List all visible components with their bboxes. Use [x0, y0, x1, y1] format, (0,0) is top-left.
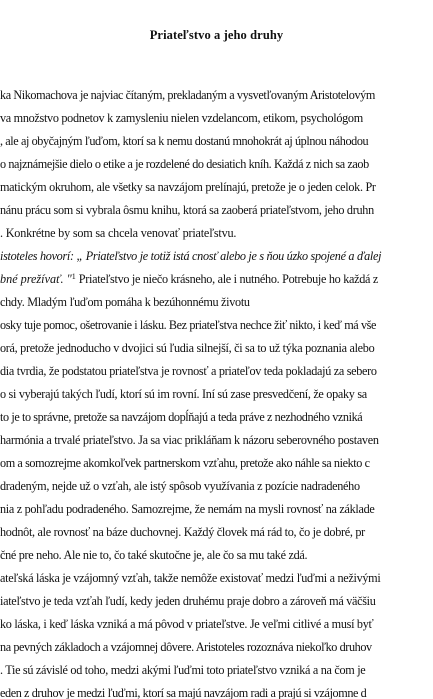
text-line: to je to správne, pretože sa navzájom dopĺňajú a teda práve z nezhodného vzniká — [0, 410, 363, 424]
text-line: na pevných základoch a vzájomnej dôvere. Aristoteles rozoznáva niekoľko druhov — [0, 640, 372, 654]
text-line: eden z druhov je medzi ľuďmi, ktorí sa majú navzájom radi a prajú si vzájomne d — [0, 686, 367, 699]
text-segment: chdy. Mladým ľuďom pomáha k bezúhonnému životu — [0, 295, 250, 309]
text-line: o si vyberajú takých ľudí, ktorí sú im rovní. Iní sú zase presvedčení, že opaky sa — [0, 387, 367, 401]
footnote-marker: 1 — [71, 272, 76, 281]
text-line: matickým okruhom, ale všetky sa navzájom prelínajú, pretože je o jeden celok. Pr — [0, 180, 376, 194]
text-line: nia z pohľadu podradeného. Samozrejme, že nemám na mysli rovnosť na základe — [0, 502, 375, 516]
text-line: . Tie sú závislé od toho, medzi akými ľuďmi toto priateľstvo vzniká a na čom je — [0, 663, 366, 677]
text-segment: Priateľstvo je niečo krásneho, ale i nutného. Potrebuje ho každá z — [78, 272, 378, 286]
text-line: , ale aj obyčajným ľuďom, ktorí sa k nemu dostanú mnohokrát aj úplnou náhodou — [0, 134, 369, 148]
text-line: va množstvo podnetov k zamysleniu nielen vzdelancom, etikom, psychológom — [0, 111, 363, 125]
text-line: om a somozrejme akomkoľvek partnerskom vzťahu, pretože ako náhle sa niekto c — [0, 456, 370, 470]
text-line: ka Nikomachova je najviac čítaným, prekladaným a vysvetľovaným Aristotelovým — [0, 88, 375, 102]
text-line: hodnôt, ale rovnosť na báze duchovnej. Každý človek má rád to, čo je dobré, pr — [0, 525, 365, 539]
text-line: orá, pretože jednoducho v dvojici sú ľudia silnejší, či sa to už týka poznania alebo — [0, 341, 375, 355]
text-line: . Konkrétne by som sa chcela venovať priateľstvu. — [0, 226, 237, 240]
text-line — [0, 272, 378, 286]
text-line: o najznámejšie dielo o etike a je rozdelené do desiatich kníh. Každá z nich sa zaob — [0, 157, 369, 171]
text-line: ateľská láska je vzájomný vzťah, takže nemôže existovať medzi ľuďmi a neživými — [0, 571, 381, 585]
document-title: Priateľstvo a jeho druhy — [149, 28, 284, 42]
text-line: harmónia a trvalé priateľstvo. Ja sa viac prikláňam k názoru seberovného postaven — [0, 433, 379, 447]
text-line — [0, 295, 250, 309]
quote-line: istoteles hovorí: „ Priateľstvo je totiž istá cnosť alebo je s ňou úzko spojené a ďalej — [0, 249, 382, 263]
text-line: ko láska, i keď láska vzniká a má pôvod v priateľstve. Je veľmi citlivé a musí byť — [0, 617, 374, 631]
quote-end: bné prežívať. " — [0, 272, 72, 286]
text-line: iateľstvo je teda vzťah ľudí, kedy jeden druhému praje dobro a zároveň má väčšiu — [0, 594, 376, 608]
text-line: osky tuje pomoc, ošetrovanie i lásku. Bez priateľstva nechce žiť nikto, i keď má vše — [0, 318, 377, 332]
text-line: dia tvrdia, že podstatou priateľstva je rovnosť a priateľov teda pokladajú za sebero — [0, 364, 377, 378]
text-line: dradeným, nejde už o vzťah, ale istý spôsob využívania z pozície nadradeného — [0, 479, 360, 493]
text-line: čné pre neho. Ale nie to, čo také skutočne je, ale čo sa mu také zdá. — [0, 548, 308, 562]
text-line: nánu prácu som si vybrala ôsmu knihu, ktorá sa zaoberá priateľstvom, jeho druhn — [0, 203, 374, 217]
